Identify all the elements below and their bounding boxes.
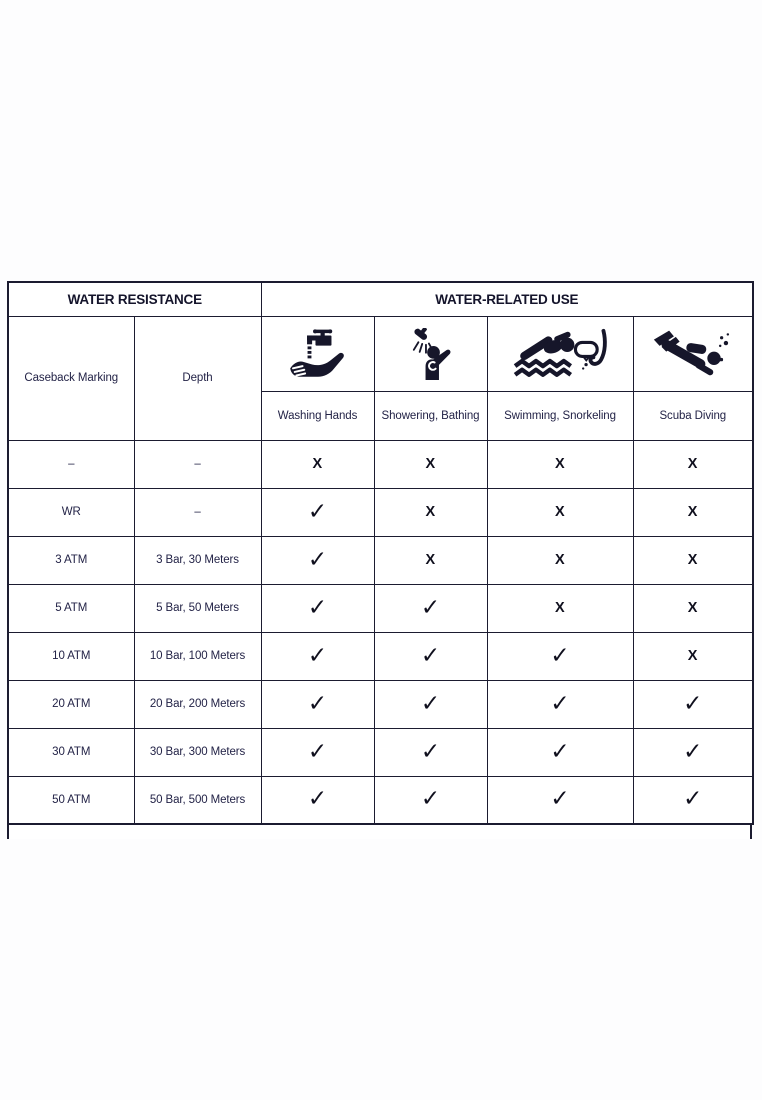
use-mark: X: [687, 552, 698, 568]
swimming-snorkeling-icon-cell: [487, 316, 633, 391]
scuba-diving-icon: [651, 327, 735, 381]
use-mark-cell: [261, 584, 374, 632]
use-mark-cell: [487, 680, 633, 728]
showering-bathing-icon: [404, 328, 458, 380]
table-row: [8, 632, 753, 680]
use-mark: ✓: [550, 690, 570, 717]
column-header-depth: Depth: [134, 316, 261, 440]
table-row: [8, 536, 753, 584]
caseback-marking-value: 20 ATM: [8, 680, 134, 728]
use-mark: ✓: [550, 786, 570, 813]
caseback-marking-value: 5 ATM: [8, 584, 134, 632]
table-row: [8, 584, 753, 632]
depth-value: –: [134, 488, 261, 536]
washing-hands-icon: [286, 329, 350, 379]
use-label-scuba-diving: Scuba Diving: [633, 391, 753, 440]
depth-value: –: [134, 440, 261, 488]
use-mark-cell: [374, 728, 487, 776]
use-mark: X: [425, 552, 436, 568]
use-mark-cell: [487, 440, 633, 488]
use-mark-cell: [633, 728, 753, 776]
use-label-washing-hands: Washing Hands: [261, 391, 374, 440]
use-mark-cell: [633, 680, 753, 728]
use-mark-cell: [487, 776, 633, 824]
use-mark-cell: [633, 536, 753, 584]
header-water-related-use: WATER-RELATED USE: [261, 282, 753, 316]
use-mark-cell: [374, 680, 487, 728]
use-mark-cell: [487, 584, 633, 632]
depth-value: 30 Bar, 300 Meters: [134, 728, 261, 776]
use-mark: ✓: [683, 738, 703, 765]
table-row: [8, 776, 753, 824]
column-header-caseback-marking: Caseback Marking: [8, 316, 134, 440]
use-mark-cell: [261, 680, 374, 728]
use-mark: X: [687, 456, 698, 472]
depth-value: 20 Bar, 200 Meters: [134, 680, 261, 728]
use-mark: ✓: [307, 738, 328, 765]
table-row: [8, 680, 753, 728]
use-mark-cell: [261, 440, 374, 488]
depth-value: 50 Bar, 500 Meters: [134, 776, 261, 824]
use-mark-cell: [261, 632, 374, 680]
showering-bathing-icon-cell: [374, 316, 487, 391]
table-row: [8, 488, 753, 536]
use-label-showering-bathing: Showering, Bathing: [374, 391, 487, 440]
use-mark-cell: [633, 584, 753, 632]
caseback-marking-value: 30 ATM: [8, 728, 134, 776]
use-mark: ✓: [420, 642, 441, 669]
use-mark: ✓: [420, 594, 441, 621]
depth-value: 3 Bar, 30 Meters: [134, 536, 261, 584]
use-mark-cell: [633, 776, 753, 824]
table-row: [8, 728, 753, 776]
caseback-marking-value: 10 ATM: [8, 632, 134, 680]
use-mark-cell: [374, 776, 487, 824]
use-mark: X: [687, 600, 698, 616]
cropped-partial-row: [7, 825, 752, 839]
use-label-swimming-snorkeling: Swimming, Snorkeling: [487, 391, 633, 440]
use-mark-cell: [633, 440, 753, 488]
use-mark-cell: [261, 488, 374, 536]
use-mark: X: [555, 504, 565, 520]
use-mark: ✓: [420, 786, 441, 813]
depth-value: 10 Bar, 100 Meters: [134, 632, 261, 680]
use-mark-cell: [261, 536, 374, 584]
scuba-diving-icon-cell: [633, 316, 753, 391]
table-header-row: [8, 282, 753, 316]
use-mark-cell: [487, 536, 633, 584]
use-mark-cell: [633, 488, 753, 536]
use-mark: X: [312, 456, 323, 472]
use-mark-cell: [633, 632, 753, 680]
use-mark: ✓: [307, 546, 328, 573]
use-mark: X: [555, 600, 565, 616]
use-mark: ✓: [550, 738, 570, 765]
use-mark: ✓: [683, 690, 703, 717]
use-mark-cell: [374, 632, 487, 680]
caseback-marking-value: 3 ATM: [8, 536, 134, 584]
use-mark: ✓: [420, 738, 441, 765]
use-mark-cell: [487, 632, 633, 680]
use-mark: ✓: [307, 786, 328, 813]
use-mark-cell: [374, 488, 487, 536]
use-mark: X: [555, 456, 565, 472]
use-mark-cell: [374, 584, 487, 632]
depth-value: 5 Bar, 50 Meters: [134, 584, 261, 632]
use-mark-cell: [261, 728, 374, 776]
use-mark-cell: [487, 728, 633, 776]
swimming-snorkeling-icon: [508, 326, 612, 382]
use-mark-cell: [261, 776, 374, 824]
header-water-resistance: WATER RESISTANCE: [8, 282, 261, 316]
use-mark: ✓: [420, 690, 441, 717]
use-mark: X: [555, 552, 565, 568]
use-mark: ✓: [307, 642, 328, 669]
use-mark: X: [425, 456, 436, 472]
use-mark: X: [425, 504, 436, 520]
caseback-marking-value: 50 ATM: [8, 776, 134, 824]
use-mark: ✓: [683, 786, 703, 813]
use-mark-cell: [374, 440, 487, 488]
caseback-marking-value: WR: [8, 488, 134, 536]
icon-row: [8, 316, 753, 391]
use-mark-cell: [487, 488, 633, 536]
use-mark-cell: [374, 536, 487, 584]
use-mark: ✓: [550, 642, 570, 669]
use-mark: ✓: [307, 690, 328, 717]
caseback-marking-value: –: [8, 440, 134, 488]
washing-hands-icon-cell: [261, 316, 374, 391]
use-mark: ✓: [307, 594, 328, 621]
use-mark: X: [687, 648, 698, 664]
use-mark: X: [687, 504, 698, 520]
table-row: [8, 440, 753, 488]
use-mark: ✓: [307, 498, 328, 525]
water-resistance-table: [7, 281, 754, 825]
